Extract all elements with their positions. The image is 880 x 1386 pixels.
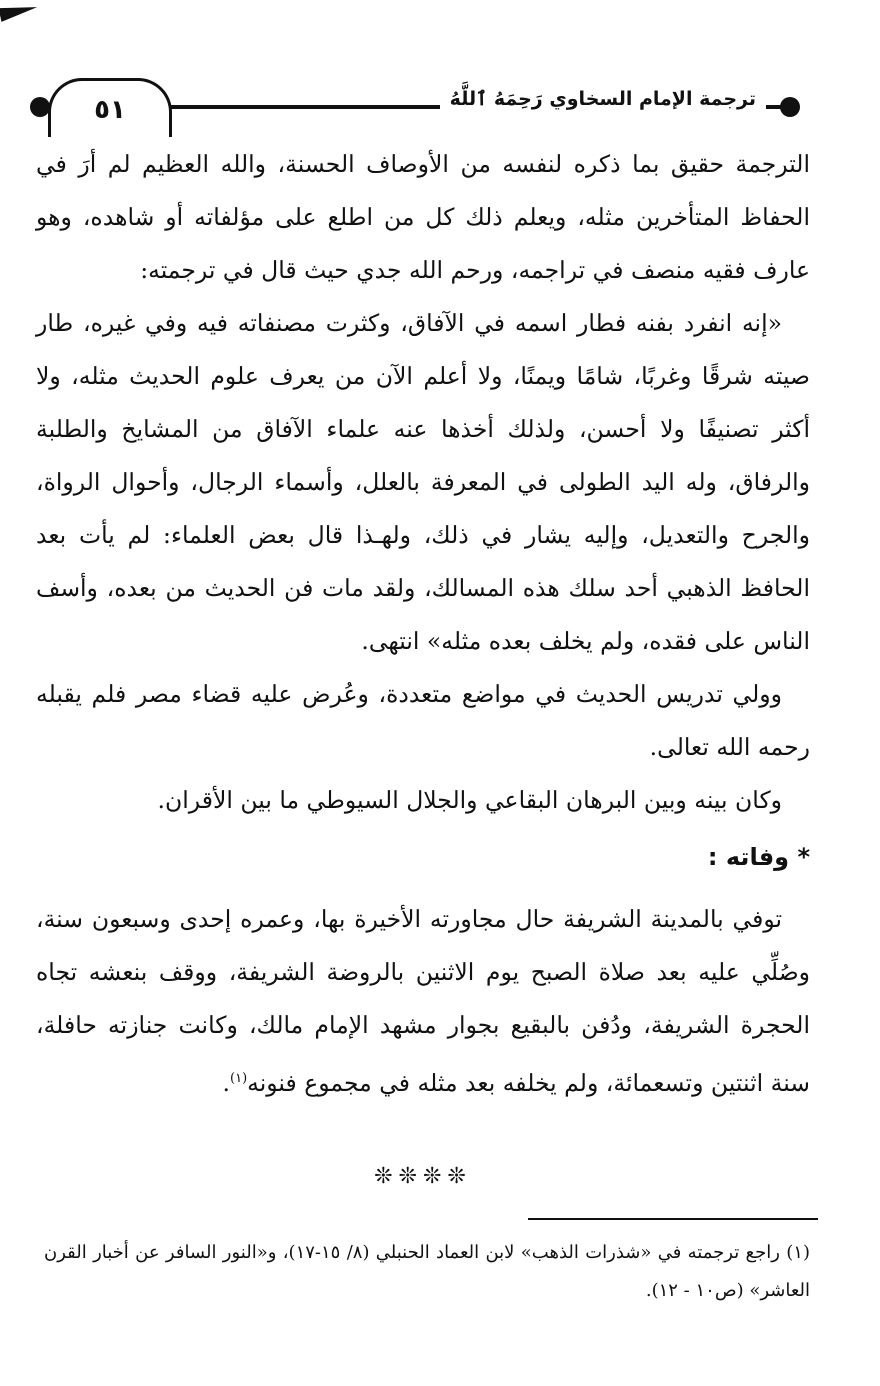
paragraph-2-quote: «إنه انفرد بفنه فطار اسمه في الآفاق، وكثرت مصنفاته فيه وفي غيره، طار صيته شرقًا وغربًا، شامًا ويمنًا، ولا أعلم الآن من يعرف علوم الحديث مثله، ولا أكثر تصنيفًا ولا أحسن، ولذلك أخذها عنه علماء الآفاق من المشايخ والطلبة والرفاق، وله اليد الطولى في المعرفة بالعلل، وأسماء الرجال، وأحوال الرواة، والجرح والتعديل، وإليه يشار في ذلك، ولهـذا قال بعض العلماء: لم يأت بعد الحافظ الذهبي أحد سلك هذه المسالك، ولقد مات فن الحديث من بعده، وأسف الناس على فقده، ولم يخلف بعده مثله» انتهى.	[36, 309, 810, 655]
page-header	[30, 78, 810, 138]
main-text	[36, 138, 810, 1189]
section-divider-stars: ❊❊❊❊	[374, 1163, 472, 1189]
paragraph-death	[36, 893, 810, 1110]
page-number: ٥١	[48, 78, 172, 137]
footnote-1: (١) راجع ترجمته في «شذرات الذهب» لابن العماد الحنبلي (٨/ ١٥-١٧)، و«النور السافر عن أخبار القرن العاشر» (ص١٠ - ١٢).	[44, 1242, 810, 1301]
footnote-rule	[528, 1218, 818, 1220]
paragraph-4: وكان بينه وبين البرهان البقاعي والجلال السيوطي ما بين الأقران.	[157, 786, 782, 814]
paragraph-1: الترجمة حقيق بما ذكره لنفسه من الأوصاف الحسنة، والله العظيم لم أرَ في الحفاظ المتأخرين مثله، ويعلم ذلك كل من اطلع على مؤلفاته أو شاهده، وهو عارف فقيه منصف في تراجمه، ورحم الله جدي حيث قال في ترجمته:	[36, 150, 810, 284]
paragraph-3: وولي تدريس الحديث في مواضع متعددة، وعُرض عليه قضاء مصر فلم يقبله رحمه الله تعالى.	[36, 680, 810, 761]
section-heading-death: * وفاته :	[707, 843, 810, 871]
page-corner-mark	[0, 0, 39, 22]
footnote-marker[interactable]: (١)	[230, 1071, 248, 1086]
footnotes	[44, 1234, 810, 1310]
header-dot-right	[780, 97, 800, 117]
header-dot-left	[30, 97, 50, 117]
running-title: ترجمة الإمام السخاوي رَحِمَهُ ٱللَّهُ	[440, 88, 766, 110]
closing-punct: .	[222, 1068, 231, 1097]
paragraph-death-text: توفي بالمدينة الشريفة حال مجاورته الأخيرة بها، وعمره إحدى وسبعون سنة، وصُلِّي عليه بعد صلاة الصبح يوم الاثنين بالروضة الشريفة، ووقف بنعشه تجاه الحجرة الشريفة، ودُفن بالبقيع بجوار مشهد الإمام مالك، وكانت جنازته حافلة، سنة اثنتين وتسعمائة، ولم يخلفه بعد مثله في مجموع فنونه	[36, 905, 810, 1097]
